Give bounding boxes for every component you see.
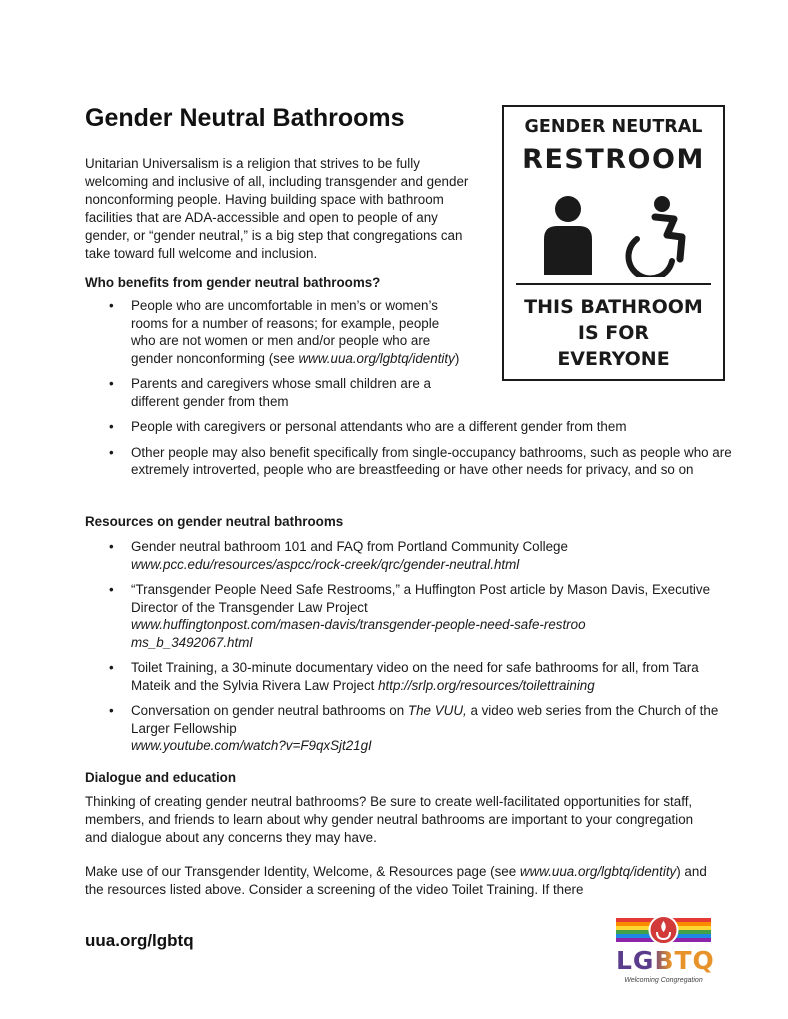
dialogue-paragraph-2 (85, 863, 710, 899)
list-item (85, 375, 465, 410)
item-text: People who are uncomfortable in men’s or women’s rooms for a number of reasons; for example, people who are not women or men and/or people who are gender nonconforming (see (131, 298, 440, 366)
list-item (85, 538, 731, 573)
p2-text: Make use of our Transgender Identity, Welcome, & Resources page (see (85, 864, 520, 879)
item-text: Toilet Training, a 30-minute documentary video on the need for safe bathrooms for all, from Tara Mateik and the Sylvia Rivera Law Project (131, 660, 699, 693)
intro-paragraph: Unitarian Universalism is a religion that strives to be fully welcoming and inclusive of all, including transgender and gender nonconforming people. Having building space with bathroom facilities that are ADA-accessible and open to people of any gender, or “gender neutral,” is a big step that congregations can take toward full welcome and inclusion. (85, 156, 469, 261)
resources-heading: Resources on gender neutral bathrooms (85, 514, 344, 529)
bullet-icon: • (109, 419, 114, 434)
p2-text-after: ) and the resources listed above. Consider a screening of the video Toilet Training. If there (85, 864, 707, 897)
identity-link-2[interactable]: www.uua.org/lgbtq/identity (519, 864, 677, 879)
list-item (85, 659, 741, 694)
item-text-after: ) (454, 350, 460, 366)
item-text: Gender neutral bathroom 101 and FAQ from Portland Community College (131, 539, 568, 554)
bullet-icon: • (109, 582, 114, 597)
footer-url[interactable]: uua.org/lgbtq (85, 931, 194, 950)
bullet-icon: • (109, 703, 114, 718)
person-icons (534, 195, 699, 277)
who-heading: Who benefits from gender neutral bathrooms? (85, 275, 381, 290)
person-icon (544, 196, 592, 275)
sign-line-2: RESTROOM (522, 144, 705, 175)
resources-list (85, 538, 741, 763)
dialogue-heading: Dialogue and education (85, 770, 237, 785)
list-item (85, 702, 731, 755)
sign-line-1: GENDER NEUTRAL (524, 117, 703, 137)
list-item (85, 444, 741, 479)
sign-line-4: IS FOR (577, 322, 650, 344)
list-item (85, 418, 731, 436)
sign-line-3: THIS BATHROOM (524, 296, 703, 318)
bullet-icon: • (109, 376, 114, 391)
sign-divider (516, 283, 711, 285)
item-text: Conversation on gender neutral bathrooms on (131, 703, 408, 718)
item-text-2: a video web series from the Church of the Larger Fellowship (131, 703, 719, 736)
item-text: Parents and caregivers whose small children are a different gender from them (131, 376, 431, 409)
item-emphasis: The VUU, (407, 703, 467, 718)
logo-subtitle: Welcoming Congregation (624, 977, 703, 984)
huffpost-link[interactable]: www.huffingtonpost.com/masen-davis/transgender-people-need-safe-restrooms_b_3492067.html (131, 617, 586, 650)
page-title: Gender Neutral Bathrooms (85, 104, 405, 132)
logo-letters: LGBTQ (616, 946, 715, 975)
pcc-link[interactable]: www.pcc.edu/resources/aspcc/rock-creek/qrc/gender-neutral.html (131, 556, 520, 572)
item-text: “Transgender People Need Safe Restrooms,” a Huffington Post article by Mason Davis, Executive Director of the Transgender Law Project (131, 582, 711, 615)
list-item (85, 581, 741, 651)
dialogue-paragraph-1: Thinking of creating gender neutral bathrooms? Be sure to create well-facilitated opportunities for staff, members, and friends to learn about why gender neutral bathrooms are important to your congregation and dialogue about any concerns they may have. (85, 794, 694, 845)
srlp-link[interactable]: http://srlp.org/resources/toilettraining (378, 677, 595, 693)
list-item (85, 297, 465, 367)
bullet-icon: • (109, 539, 114, 554)
bullet-icon: • (109, 444, 114, 460)
who-list (85, 297, 741, 487)
lgbtq-logo (616, 914, 715, 988)
bullet-icon: • (109, 660, 114, 675)
rainbow-flag-icon (616, 914, 711, 946)
logo-text (616, 946, 715, 975)
wheelchair-icon (628, 196, 682, 277)
item-text: Other people may also benefit specifically from single-occupancy bathrooms, such as people who are extremely introverted, people who are breastfeeding or have other needs for privacy, and so on (131, 444, 732, 477)
youtube-link[interactable]: www.youtube.com/watch?v=F9qxSjt21gI (131, 738, 372, 753)
sign-line-5: EVERYONE (557, 348, 670, 370)
bullet-icon: • (109, 298, 114, 313)
item-text: People with caregivers or personal attendants who are a different gender from them (131, 419, 627, 434)
identity-link[interactable]: www.uua.org/lgbtq/identity (298, 350, 455, 366)
